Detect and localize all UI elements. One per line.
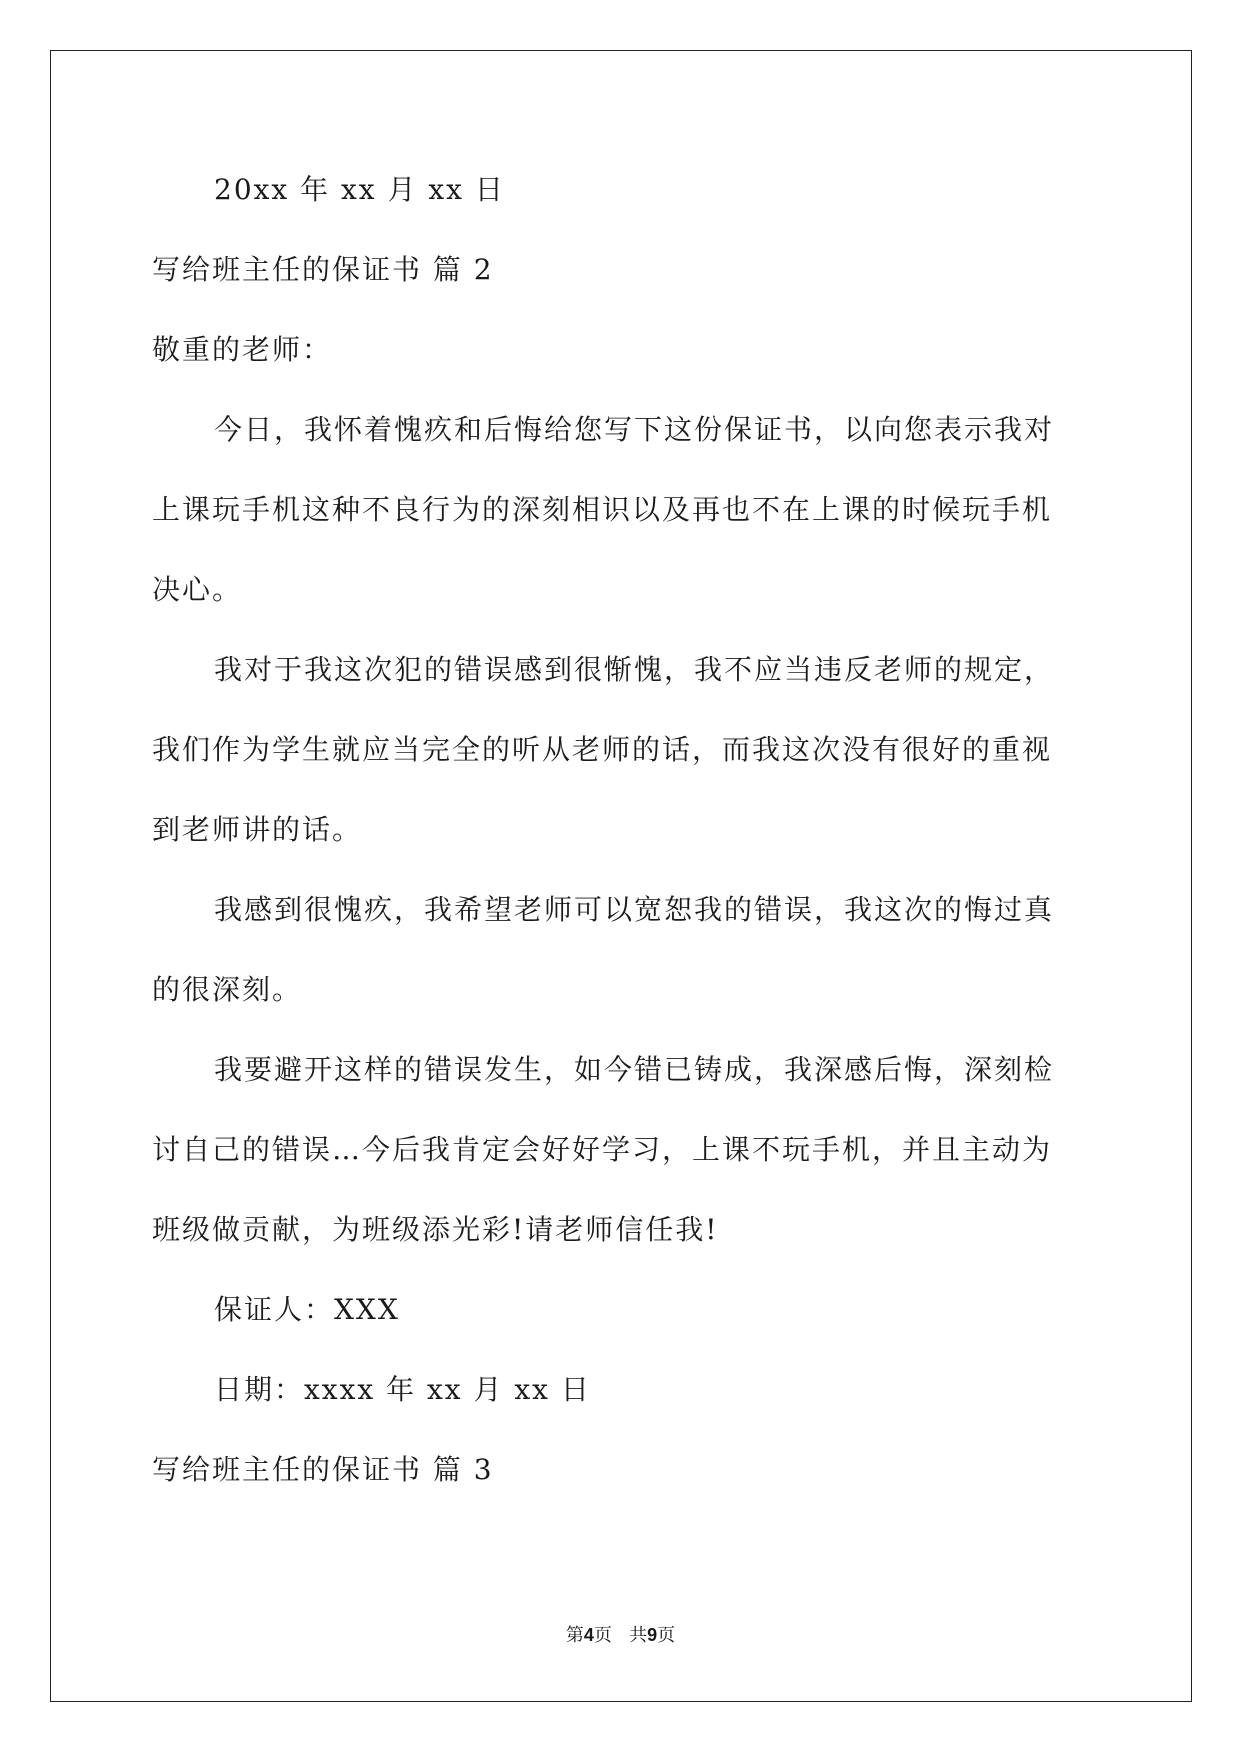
- section-heading-3: 写给班主任的保证书 篇 3: [152, 1453, 494, 1486]
- paragraph-1-line-1: 今日，我怀着愧疚和后悔给您写下这份保证书，以向您表示我对: [214, 413, 1055, 446]
- paragraph-4-line-3: 班级做贡献，为班级添光彩!请老师信任我!: [152, 1213, 719, 1246]
- section-heading-2: 写给班主任的保证书 篇 2: [152, 253, 494, 286]
- paragraph-2-line-3: 到老师讲的话。: [152, 813, 363, 846]
- paragraph-3-line-1: 我感到很愧疚，我希望老师可以宽恕我的错误，我这次的悔过真: [214, 893, 1055, 926]
- paragraph-3-line-2: 的很深刻。: [152, 973, 303, 1006]
- date-line: 20xx 年 xx 月 xx 日: [214, 173, 505, 206]
- total-pages: 9: [647, 1625, 658, 1645]
- page-number: 4: [583, 1625, 594, 1645]
- paragraph-1-line-2: 上课玩手机这种不良行为的深刻相识以及再也不在上课的时候玩手机: [152, 493, 1053, 526]
- signature-date-line: 日期：xxxx 年 xx 月 xx 日: [214, 1373, 591, 1406]
- guarantor-line: 保证人：XXX: [214, 1293, 400, 1326]
- paragraph-1-line-3: 决心。: [152, 573, 243, 606]
- salutation: 敬重的老师：: [152, 333, 333, 366]
- paragraph-2-line-2: 我们作为学生就应当完全的听从老师的话，而我这次没有很好的重视: [152, 733, 1053, 766]
- page-prefix: 第: [565, 1625, 584, 1646]
- paragraph-4-line-2: 讨自己的错误…今后我肯定会好好学习，上课不玩手机，并且主动为: [152, 1133, 1053, 1166]
- paragraph-4-line-1: 我要避开这样的错误发生，如今错已铸成，我深感后悔，深刻检: [214, 1053, 1055, 1086]
- page-footer: [0, 1623, 1241, 1648]
- page-suffix: 页: [593, 1625, 612, 1646]
- paragraph-2-line-1: 我对于我这次犯的错误感到很惭愧，我不应当违反老师的规定，: [214, 653, 1055, 686]
- total-suffix: 页: [657, 1625, 676, 1646]
- total-prefix: 共: [629, 1625, 648, 1646]
